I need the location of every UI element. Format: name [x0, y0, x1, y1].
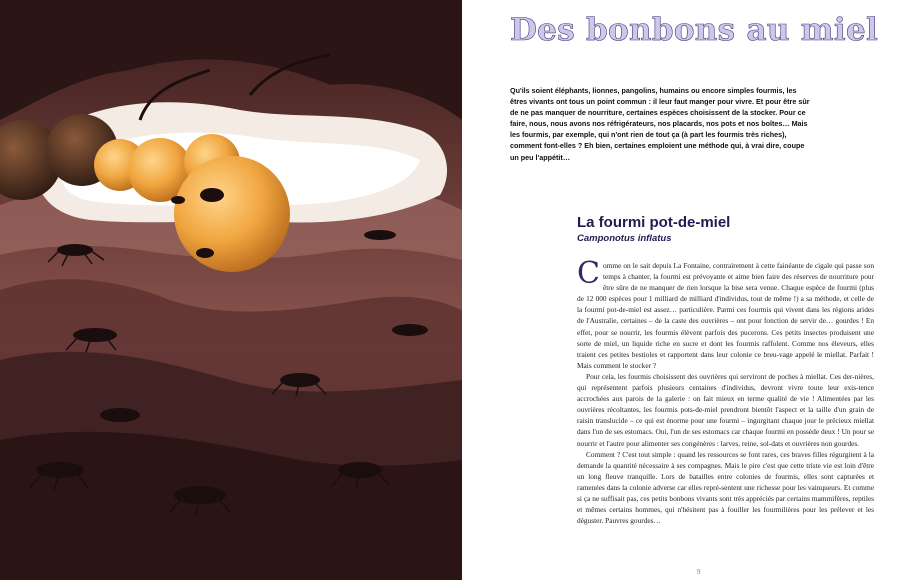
intro-paragraph: Qu'ils soient éléphants, lionnes, pangolins, humains ou encore simples fourmis, les êtres vivants ont tous un point commun : il leur faut manger pour vivre. Et pour être sûr de ne pas manquer de nourriture, certaines espèces choisissent de la stocker. Pour ce faire, nous, nous avons nos réfrigérateurs, nos placards, nos pots et nos boîtes… Mais les fourmis, par exemple, qui n'ont rien de tout ça (à part les fourmis très riches), comment font-elles ? Eh bien, certaines emploient une méthode qui, à vrai dire, coupe un peu l'appétit…	[510, 86, 810, 162]
article-section	[577, 214, 874, 526]
body-paragraph-2: Pour cela, les fourmis choisissent des ouvrières qui serviront de poches à miellat. Ces der-nières, qui représentent parfois plusieurs centaines d'individus, devront vivre toute leur exis-tence accrochées aux parois de la galerie : on fait mieux en terme qualité de vie ! Alimentées par les ouvrières récoltantes, les fourmis pots-de-miel prendront bientôt l'aspect et la taille d'un grain de raisin translucide – ce qui est énorme pour une fourmi – ingurgitant chaque jour le précieux miellat dans l'un de ses estomacs. Oui, l'un de ses estomacs car chaque fourmi en possède deux ! Un pour se nourrir et l'autre pour alimenter ses congénères : larves, reine, sol-dats et ouvrières non gourdes.	[577, 371, 874, 448]
drop-cap: C	[577, 256, 600, 291]
article-body	[577, 256, 874, 526]
body-paragraph-1	[577, 256, 874, 371]
section-title: La fourmi pot-de-miel	[577, 214, 731, 231]
page-number: 9	[697, 568, 701, 576]
text-page	[462, 0, 922, 580]
paragraph-1-text: omme on le sait depuis La Fontaine, contrairement à cette fainéante de cigale qui passe son temps à chanter, la fourmi est prévoyante et aime bien faire des réserves de nourriture pour être sûre de ne manquer de rien lorsque la bise sera venue. Chaque espèce de fourmi (plus de 12 000 espèces pour 1 milliard de milliard d'individus, tout de même !) a sa méthode, et celle de la fourmi pot-de-miel est assez… particulière. Parmi ces fourmis qui vivent dans les régions arides de l'Australie, certaines – de la caste des ouvrières – ont pour fonction de servir de… gourdes ! En effet, pour se nourrir, les fourmis élèvent parfois des pucerons. Ces petits insectes produisent une sorte de miel, un liquide riche en sucre et dont les fourmis raffolent. Comme nos éleveurs, elles traient ces petites bestioles et rapportent dans leur colonie ce breu-vage appelé le miellat. Parfait ! Mais comment le stocker ?	[577, 261, 874, 370]
page-title: Des bonbons au miel	[510, 12, 879, 48]
scientific-name: Camponotus inflatus	[577, 233, 672, 244]
body-paragraph-3: Comment ? C'est tout simple : quand les ressources se font rares, ces braves filles régurgitent à la demande la quantité nécessaire à ses compagnes. Mais le pire c'est que cette triste vie est loin d'être un long fleuve tranquille. Lors de batailles entre colonies de fourmis, elles sont capturées et ramenées dans la colonie adverse car elles repré-sentent une richesse pour les vainqueurs. Et comme si ça ne suffisait pas, ces petits bonbons vivants sont très appréciés par certains mammifères, reptiles et mêmes certains hommes, qui n'hésitent pas à fouiller les fourmilières pour les prélever et les déguster. Pauvres gourdes…	[577, 449, 874, 526]
